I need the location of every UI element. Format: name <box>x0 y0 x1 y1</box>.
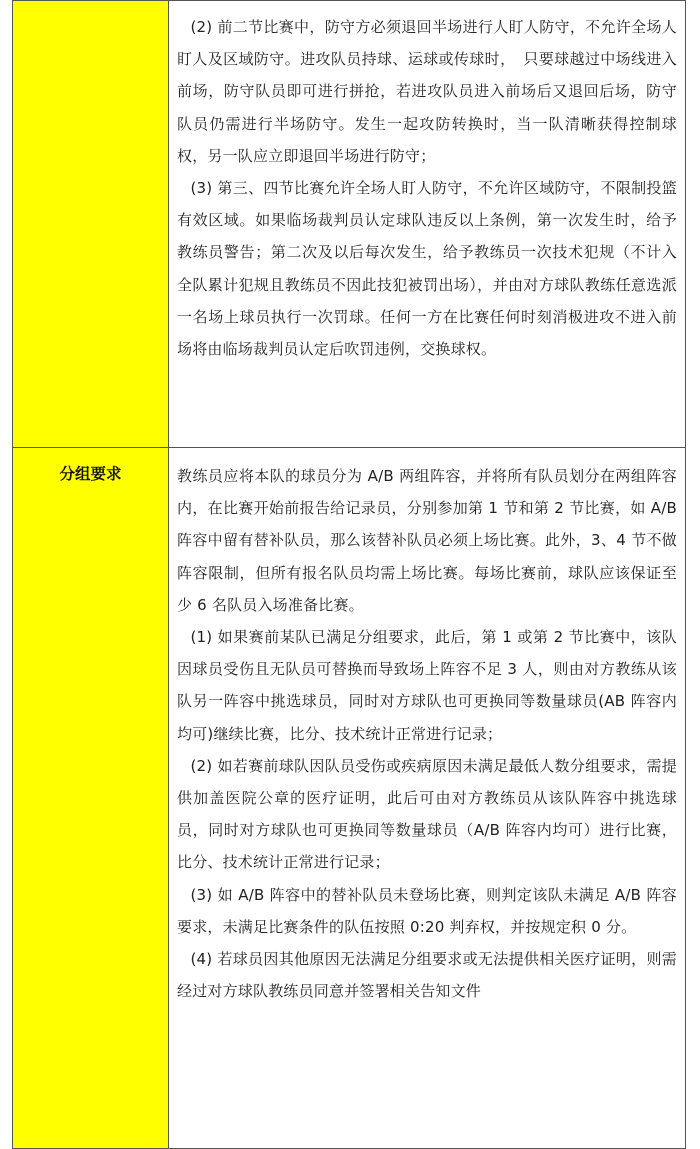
table-row <box>13 448 686 1149</box>
rule-paragraph-3: (3) 第三、四节比赛允许全场人盯人防守，不允许区域防守，不限制投篮有效区域。如果临场裁判员认定球队违反以上条例，第一次发生时，给予教练员警告；第二次及以后每次发生，给予教练员一次技术犯规（不计入全队累计犯规且教练员不因此技犯被罚出场），并由对方球队教练任意选派一名场上球员执行一次罚球。任何一方在比赛任何时刻消极进攻不进入前场将由临场裁判员认定后吹罚违例，交换球权。 <box>177 179 677 359</box>
grouping-item-4: (4) 若球员因其他原因无法满足分组要求或无法提供相关医疗证明，则需经过对方球队教练员同意并签署相关告知文件 <box>177 950 677 1001</box>
grouping-item-3: (3) 如 A/B 阵容中的替补队员未登场比赛，则判定该队未满足 A/B 阵容要求，未满足比赛条件的队伍按照 0:20 判弃权，并按规定积 0 分。 <box>177 885 677 936</box>
rule-paragraph-2: (2) 前二节比赛中，防守方必须退回半场进行人盯人防守，不允许全场人盯人及区域防守。进攻队员持球、运球或传球时， 只要球越过中场线进入前场，防守队员即可进行拼抢，若进攻队员进入前场后又退回后场，防守队员仍需进行半场防守。发生一起攻防转换时，当一队清晰获得控制球权，另一队应立即退回半场进行防守； <box>177 18 677 165</box>
rules-table <box>12 0 686 1149</box>
row-label-cell <box>13 448 169 1149</box>
row-content-cell <box>169 448 686 1149</box>
grouping-item-2: (2) 如若赛前球队因队员受伤或疾病原因未满足最低人数分组要求，需提供加盖医院公章的医疗证明，此后可由对方教练员从该队阵容中挑选球员，同时对方球队也可更换同等数量球员（A/B 阵容内均可）进行比赛，比分、技术统计正常进行记录； <box>177 756 677 872</box>
row-label-grouping: 分组要求 <box>59 465 122 483</box>
grouping-item-1: (1) 如果赛前某队已满足分组要求，此后，第 1 或第 2 节比赛中，该队因球员受伤且无队员可替换而导致场上阵容不足 3 人，则由对方教练从该队另一阵容中挑选球员，同时对方球队也可更换同等数量球员(AB 阵容内均可)继续比赛，比分、技术统计正常进行记录； <box>177 628 677 743</box>
grouping-intro: 教练员应将本队的球员分为 A/B 两组阵容，并将所有队员划分在两组阵容内，在比赛开始前报告给记录员，分别参加第 1 节和第 2 节比赛，如 A/B 阵容中留有替补队员，那么该替补队员必须上场比赛。此外，3、4 节不做阵容限制，但所有报名队员均需上场比赛。每场比赛前，球队应该保证至少 6 名队员入场准备比赛。 <box>177 467 677 614</box>
row-content-cell <box>169 1 686 448</box>
row-label-cell <box>13 1 169 448</box>
table-row <box>13 1 686 448</box>
